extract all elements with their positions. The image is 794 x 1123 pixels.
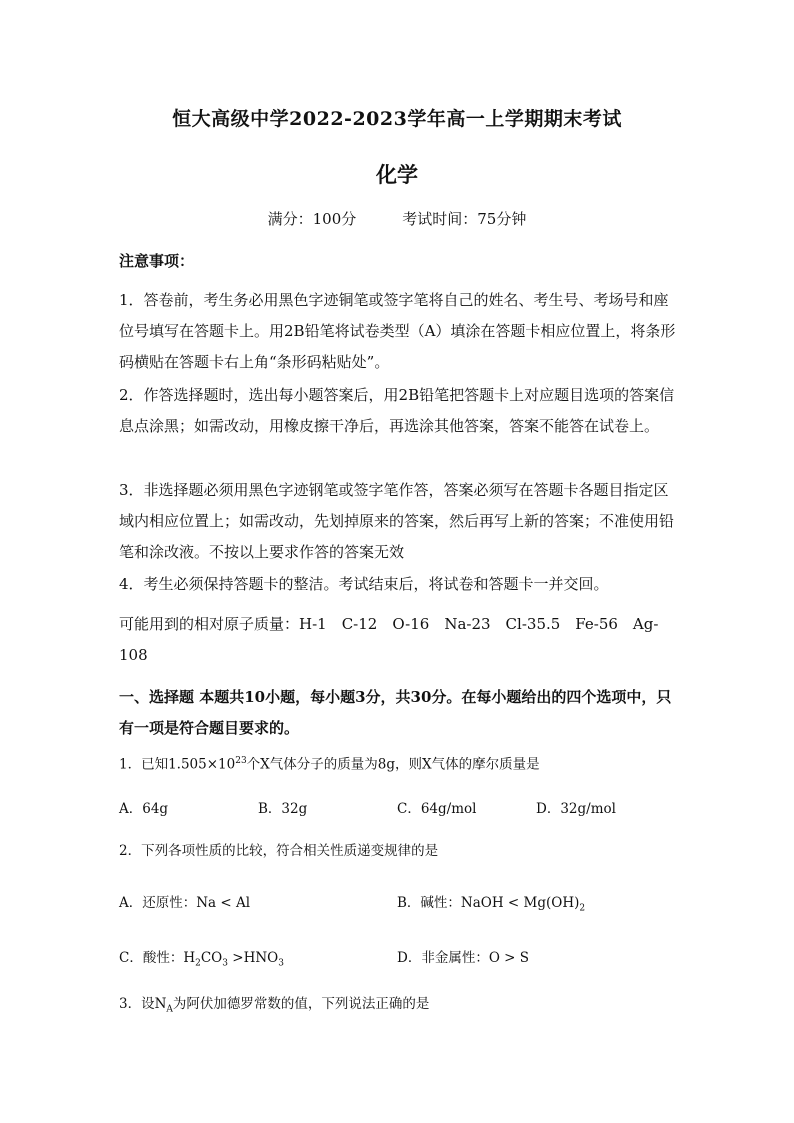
notes-heading: 注意事项： bbox=[119, 252, 195, 270]
q1-option-a: A．64g bbox=[119, 801, 169, 817]
subject-title: 化学 bbox=[376, 162, 418, 187]
section1-heading: 一、选择题 本题共10小题，每小题3分，共30分。在每小题给出的四个选项中，只有一项是符合题目要求的。 bbox=[119, 688, 672, 737]
q1-option-b: B．32g bbox=[258, 801, 308, 817]
q2-option-d: D．非金属性：O > S bbox=[397, 950, 530, 966]
note-item-1: 1．答卷前，考生务必用黑色字迹铜笔或签字笔将自己的姓名、考生号、考场号和座位号填写在答题卡上。用2B铅笔将试卷类型（A）填涂在答题卡相应位置上，将条形码横贴在答题卡右上角“条形码粘贴处”。 bbox=[119, 291, 676, 371]
atomic-mass-line: 可能用到的相对原子质量：H-1 C-12 O-16 Na-23 Cl-35.5 Fe-56 Ag-108 bbox=[119, 615, 659, 664]
q1-option-c: C．64g/mol bbox=[397, 801, 477, 817]
q1-stem: 1．已知$1.505\times 10^{23}$个X气体分子的质量为8g，则X气体的摩尔质量是 bbox=[119, 756, 540, 773]
note-item-4: 4．考生必须保持答题卡的整洁。考试结束后，将试卷和答题卡一并交回。 bbox=[119, 575, 609, 593]
q3-stem: 3．设$N_A$为阿伏加德罗常数的值，下列说法正确的是 bbox=[119, 996, 430, 1015]
q2-option-c: C．酸性：$H_2CO_3 >HNO_3$ bbox=[119, 950, 284, 969]
time-info: 考试时间：75分钟 bbox=[402, 210, 527, 228]
score-info: 满分：100分 bbox=[267, 210, 357, 228]
q2-option-b: B．碱性：NaOH < $Mg(OH)_2$ bbox=[397, 895, 586, 914]
exam-meta bbox=[0, 208, 794, 229]
note-item-2: 2．作答选择题时，选出每小题答案后，用2B铅笔把答题卡上对应题目选项的答案信息点涂黑；如需改动，用橡皮擦干净后，再选涂其他答案，答案不能答在试卷上。 bbox=[119, 386, 675, 435]
q2-option-a: A．还原性：Na < Al bbox=[119, 895, 251, 911]
q1-option-d: D．32g/mol bbox=[536, 801, 616, 817]
note-item-3: 3．非选择题必须用黑色字迹钢笔或签字笔作答，答案必须写在答题卡各题目指定区域内相应位置上；如需改动，先划掉原来的答案，然后再写上新的答案；不准使用铅笔和涂改液。不按以上要求作答的答案无效 bbox=[119, 481, 675, 561]
exam-title: 恒大高级中学2022-2023学年高一上学期期末考试 bbox=[172, 108, 622, 130]
q2-stem: 2．下列各项性质的比较，符合相关性质递变规律的是 bbox=[119, 843, 439, 859]
